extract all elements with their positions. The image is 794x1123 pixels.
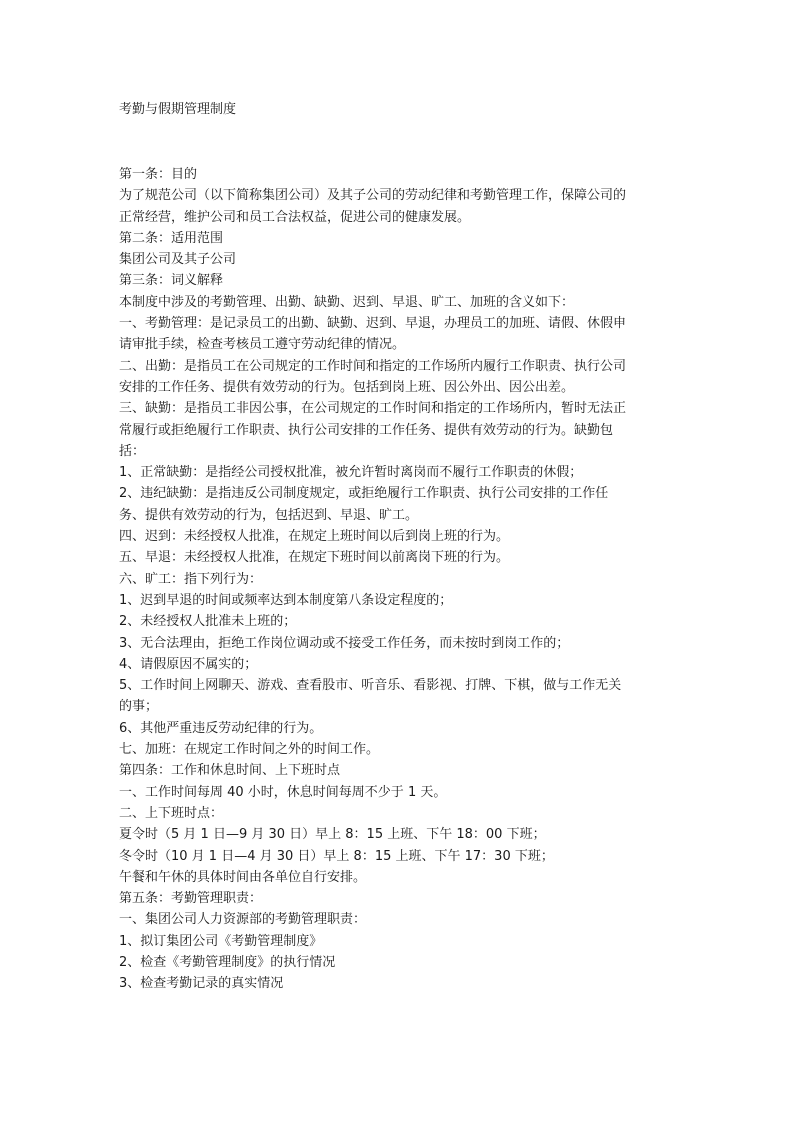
document-line: 常履行或拒绝履行工作职责、执行公司安排的工作任务、提供有效劳动的行为。缺勤包 xyxy=(119,422,614,438)
document-line: 四、迟到：未经授权人批准，在规定上班时间以后到岗上班的行为。 xyxy=(119,529,510,545)
document-line: 1、拟订集团公司《考勤管理制度》 xyxy=(119,933,323,949)
document-line: 本制度中涉及的考勤管理、出勤、缺勤、迟到、早退、旷工、加班的含义如下： xyxy=(119,294,575,310)
document-line: 5、工作时间上网聊天、游戏、查看股市、听音乐、看影视、打牌、下棋，做与工作无关 xyxy=(119,678,622,694)
document-line: 第五条：考勤管理职责： xyxy=(119,891,263,907)
document-line: 2、违纪缺勤：是指违反公司制度规定，或拒绝履行工作职责、执行公司安排的工作任 xyxy=(119,486,609,502)
document-line: 三、缺勤：是指员工非因公事，在公司规定的工作时间和指定的工作场所内，暂时无法正 xyxy=(119,401,627,417)
document-line: 二、上下班时点： xyxy=(119,805,224,821)
document-line: 集团公司及其子公司 xyxy=(119,252,237,268)
document-line: 第二条：适用范围 xyxy=(119,230,224,246)
document-line: 括： xyxy=(119,443,146,459)
document-line: 五、早退：未经授权人批准，在规定下班时间以前离岗下班的行为。 xyxy=(119,550,510,566)
document-line: 1、迟到早退的时间或频率达到本制度第八条设定程度的； xyxy=(119,592,453,608)
document-line: 二、出勤：是指员工在公司规定的工作时间和指定的工作场所内履行工作职责、执行公司 xyxy=(119,358,627,374)
document-line: 午餐和午休的具体时间由各单位自行安排。 xyxy=(119,869,367,885)
document-line: 2、检查《考勤管理制度》的执行情况 xyxy=(119,954,336,970)
document-line: 6、其他严重违反劳动纪律的行为。 xyxy=(119,720,323,736)
document-line: 4、请假原因不属实的； xyxy=(119,656,258,672)
document-line: 第三条：词义解释 xyxy=(119,273,224,289)
document-line: 务、提供有效劳动的行为，包括迟到、早退、旷工。 xyxy=(119,507,419,523)
document-body xyxy=(119,164,679,995)
document-line: 一、集团公司人力资源部的考勤管理职责： xyxy=(119,912,367,928)
document-line: 一、考勤管理：是记录员工的出勤、缺勤、迟到、早退，办理员工的加班、请假、休假申 xyxy=(119,316,627,332)
document-line: 第四条：工作和休息时间、上下班时点 xyxy=(119,763,341,779)
document-line: 六、旷工：指下列行为： xyxy=(119,571,263,587)
document-line: 安排的工作任务、提供有效劳动的行为。包括到岗上班、因公外出、因公出差。 xyxy=(119,379,575,395)
document-line: 冬令时（10 月 1 日—4 月 30 日）早上 8：15 上班、下午 17：30 下班； xyxy=(119,848,554,864)
document-line: 3、检查考勤记录的真实情况 xyxy=(119,976,284,992)
document-line: 3、无合法理由，拒绝工作岗位调动或不接受工作任务，而未按时到岗工作的； xyxy=(119,635,570,651)
document-line: 一、工作时间每周 40 小时，休息时间每周不少于 1 天。 xyxy=(119,784,447,800)
document-line: 请审批手续，检查考核员工遵守劳动纪律的情况。 xyxy=(119,337,406,353)
document-line: 为了规范公司（以下简称集团公司）及其子公司的劳动纪律和考勤管理工作，保障公司的 xyxy=(119,188,627,204)
document-title: 考勤与假期管理制度 xyxy=(119,102,237,117)
document-line: 的事； xyxy=(119,699,159,715)
document-line: 1、正常缺勤：是指经公司授权批准，被允许暂时离岗而不履行工作职责的休假； xyxy=(119,465,583,481)
document-line: 七、加班：在规定工作时间之外的时间工作。 xyxy=(119,742,380,758)
document-line: 2、未经授权人批准未上班的； xyxy=(119,614,297,630)
document-line: 夏令时（5 月 1 日—9 月 30 日）早上 8：15 上班、下午 18：00 下班； xyxy=(119,827,546,843)
document-line: 第一条：目的 xyxy=(119,167,198,182)
document-line: 正常经营，维护公司和员工合法权益，促进公司的健康发展。 xyxy=(119,209,471,225)
